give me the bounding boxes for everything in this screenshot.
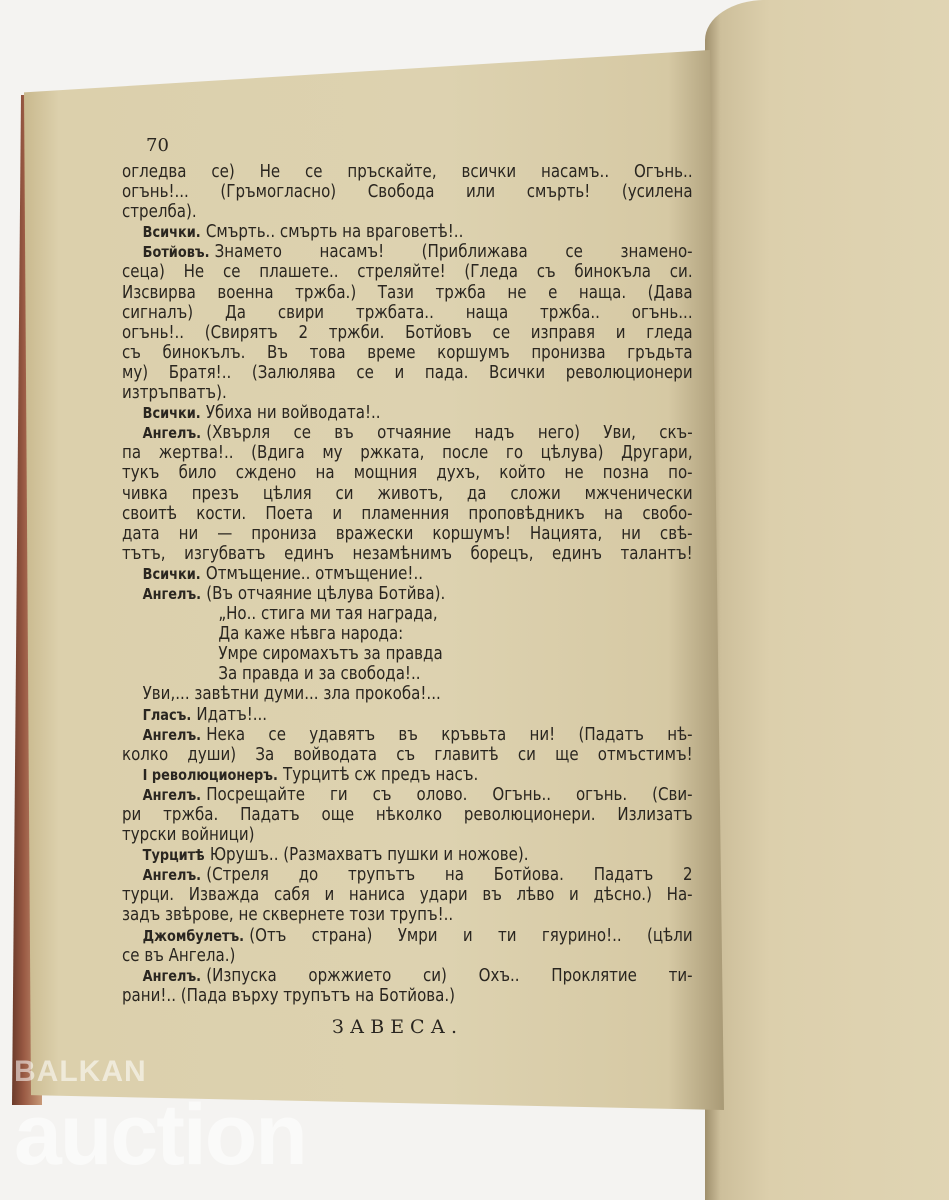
text-line bbox=[122, 946, 693, 966]
line-text: ри тржба. Падатъ още нѣколко революционери. Излизатъ bbox=[122, 805, 693, 825]
speaker-name: Ангелъ. bbox=[142, 725, 202, 744]
text-line bbox=[122, 303, 693, 323]
text-line bbox=[122, 765, 693, 785]
text-line bbox=[122, 845, 693, 865]
line-text: сеца) Не се плашете.. стреляйте! (Гледа съ бинокъла си. bbox=[122, 262, 693, 283]
line-text: тукъ било сждено на мощния духъ, който не позна по- bbox=[122, 463, 693, 484]
line-text: своитѣ кости. Поета и пламенния проповѣдникъ на свобо- bbox=[122, 503, 693, 524]
line-text: Уви,... завѣтни думи... зла прокоба!... bbox=[142, 684, 441, 705]
speaker-name: Всички. bbox=[142, 564, 201, 583]
speaker-name: Гласъ. bbox=[142, 705, 192, 724]
speaker-name: I революционеръ. bbox=[142, 765, 278, 784]
line-text: стрелба). bbox=[122, 202, 197, 223]
line-text: Изсвирва военна тржба.) Тази тржба не е наща. (Дава bbox=[122, 282, 693, 303]
watermark-line1: BALKAN bbox=[14, 1055, 147, 1088]
text-line bbox=[122, 524, 693, 544]
line-text: Юрушъ.. (Размахватъ пушки и ножове). bbox=[209, 845, 529, 866]
line-text: тътъ, изгубватъ единъ незамѣнимъ борецъ, единъ талантъ! bbox=[122, 543, 693, 564]
text-line bbox=[122, 262, 693, 282]
line-text: Знамето насамъ! (Приближава се знамено- bbox=[214, 242, 693, 263]
text-line bbox=[122, 504, 693, 524]
line-text: Посрещайте ги съ олово. Огънь.. огънь. (Сви- bbox=[206, 784, 693, 805]
speaker-name: Турцитѣ bbox=[142, 846, 205, 865]
text-line bbox=[122, 182, 693, 202]
text-line bbox=[122, 785, 693, 805]
watermark bbox=[14, 1055, 306, 1183]
line-text: турци. Изважда сабя и наниса удари въ лѣво и дѣсно.) На- bbox=[122, 885, 693, 906]
line-text: турски войници) bbox=[122, 825, 255, 846]
line-text: Умре сиромахътъ за правда bbox=[218, 644, 443, 665]
line-text: огънь!... (Гръмогласно) Свобода или смърть! (усилена bbox=[122, 182, 693, 203]
text-line bbox=[122, 986, 693, 1006]
text-line bbox=[122, 805, 693, 825]
line-text: За правда и за свобода!.. bbox=[218, 664, 421, 685]
line-text: чивка презъ цѣлия си животъ, да сложи мжченически bbox=[122, 483, 693, 504]
line-text: (Хвърля се въ отчаяние надъ него) Уви, скъ- bbox=[206, 423, 693, 444]
line-text: Убиха ни войводата!.. bbox=[205, 403, 381, 424]
play-text-lines bbox=[122, 162, 694, 1006]
verse-line bbox=[122, 664, 693, 684]
line-text: изтръпватъ). bbox=[122, 383, 227, 404]
speaker-name: Всички. bbox=[142, 404, 201, 423]
line-text: Турцитѣ сж предъ насъ. bbox=[283, 764, 479, 785]
speaker-name: Ангелъ. bbox=[142, 424, 202, 443]
text-line bbox=[122, 222, 693, 242]
text-line bbox=[122, 725, 693, 745]
closing-curtain: ЗАВЕСА. bbox=[332, 1016, 464, 1038]
text-line bbox=[122, 443, 693, 463]
verse-line bbox=[122, 624, 693, 644]
line-text: (Въ отчаяние цѣлува Ботйва). bbox=[206, 583, 446, 604]
line-text: Смърть.. смърть на враговетѣ!.. bbox=[205, 222, 464, 243]
text-line bbox=[122, 584, 693, 604]
text-line bbox=[122, 825, 693, 845]
text-line bbox=[122, 484, 693, 504]
right-page bbox=[705, 0, 949, 1200]
line-text: Идатъ!... bbox=[196, 704, 268, 725]
line-text: (Отъ страна) Умри и ти гяурино!.. (цѣли bbox=[249, 925, 693, 946]
line-text: оглeдва се) Не се пръскайте, всички насамъ.. Огънь.. bbox=[122, 162, 693, 182]
text-line bbox=[122, 463, 693, 483]
line-text: „Но.. стига ми тая награда, bbox=[218, 604, 438, 625]
text-line bbox=[122, 403, 693, 423]
text-line bbox=[122, 162, 693, 182]
text-line bbox=[122, 966, 693, 986]
line-text: колко души) За войводата съ главитѣ си ще отмъстимъ! bbox=[122, 744, 693, 765]
speaker-name: Всички. bbox=[142, 223, 201, 242]
text-line bbox=[122, 323, 693, 343]
text-line bbox=[122, 865, 693, 885]
page-number: 70 bbox=[146, 135, 169, 156]
line-text: задъ звѣрове, не сквернете този трупъ!.. bbox=[122, 905, 454, 926]
line-text: съ бинокълъ. Въ това време коршумъ пронизва гръдьта bbox=[122, 342, 693, 363]
line-text: Да каже нѣвга народа: bbox=[218, 624, 404, 645]
text-line bbox=[122, 383, 693, 403]
line-text: (Изпуска оржжието си) Охъ.. Проклятие ти- bbox=[206, 965, 693, 986]
speaker-name: Ангелъ. bbox=[142, 966, 202, 985]
text-line bbox=[122, 343, 693, 363]
text-line bbox=[122, 705, 693, 725]
text-line bbox=[122, 544, 693, 564]
line-text: огънь!.. (Свирятъ 2 тржби. Ботйовъ се изправя и гледа bbox=[122, 322, 693, 343]
text-line bbox=[122, 363, 693, 383]
line-text: па жертва!.. (Вдига му ржката, после го цѣлува) Другари, bbox=[122, 443, 693, 464]
line-text: сигналъ) Да свири тржбата.. наща тржба.. огънь... bbox=[122, 302, 693, 323]
verse-line bbox=[122, 604, 693, 624]
text-line bbox=[122, 423, 693, 443]
text-line bbox=[122, 684, 693, 704]
text-line bbox=[122, 926, 693, 946]
line-text: се въ Ангела.) bbox=[122, 945, 236, 966]
text-line bbox=[122, 885, 693, 905]
text-line bbox=[122, 202, 693, 222]
text-line bbox=[122, 283, 693, 303]
speaker-name: Ботйовъ. bbox=[142, 243, 210, 262]
line-text: (Стреля до трупътъ на Ботйова. Падатъ 2 bbox=[206, 865, 693, 886]
speaker-name: Ангелъ. bbox=[142, 584, 202, 603]
speaker-name: Ангелъ. bbox=[142, 785, 202, 804]
text-line bbox=[122, 564, 693, 584]
verse-line bbox=[122, 644, 693, 664]
line-text: рани!.. (Пада върху трупътъ на Ботйова.) bbox=[122, 985, 456, 1006]
line-text: му) Братя!.. (Залюлява се и пада. Всички революционери bbox=[122, 362, 693, 383]
line-text: Отмъщение.. отмъщение!.. bbox=[205, 563, 424, 584]
line-text: Нека се удавятъ въ кръвьта ни! (Падатъ нѣ- bbox=[206, 724, 693, 745]
text-line bbox=[122, 745, 693, 765]
speaker-name: Ангелъ. bbox=[142, 866, 202, 885]
text-line bbox=[122, 242, 693, 262]
line-text: дата ни — прониза вражески коршумъ! Нацията, ни свѣ- bbox=[122, 523, 693, 544]
speaker-name: Джомбулетъ. bbox=[142, 926, 245, 945]
text-line bbox=[122, 905, 693, 925]
watermark-line2: auction bbox=[14, 1087, 306, 1183]
